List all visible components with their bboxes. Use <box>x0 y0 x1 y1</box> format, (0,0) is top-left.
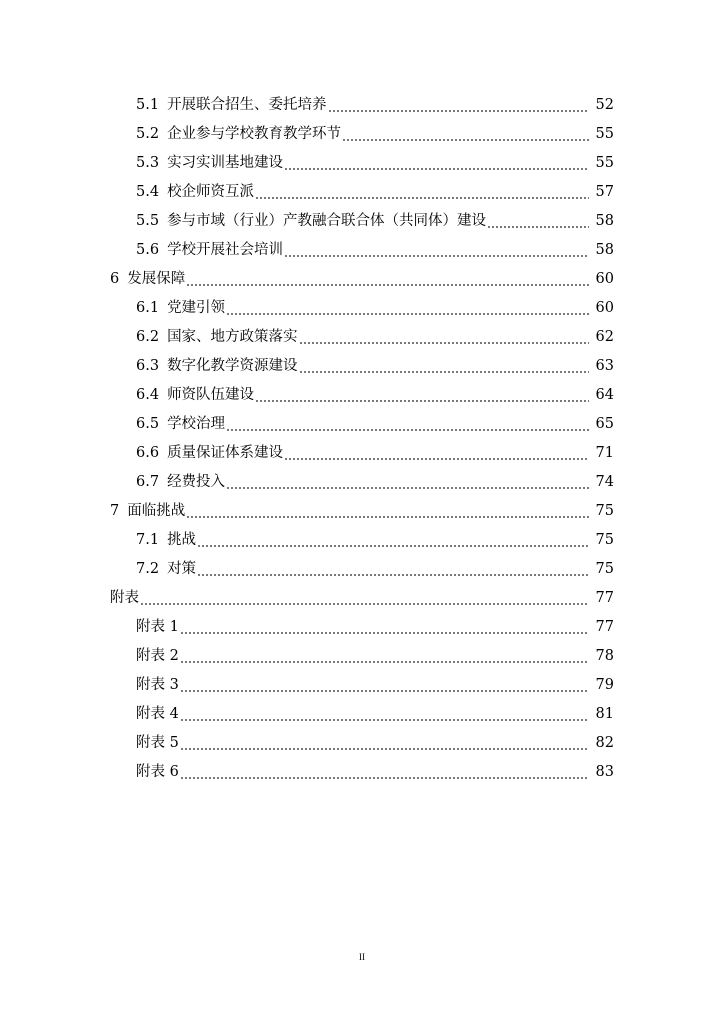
toc-entry-title: 学校治理 <box>167 415 226 432</box>
toc-entry-title: 数字化教学资源建设 <box>167 357 298 374</box>
toc-entry[interactable] <box>0 235 724 264</box>
toc-entry-number: 6.3 <box>136 357 160 374</box>
toc-entry-title: 附表 5 <box>136 734 179 751</box>
toc-entry-title: 党建引领 <box>167 299 226 316</box>
toc-entry-number: 5.1 <box>136 96 160 113</box>
toc-entry-number: 6 <box>110 270 120 287</box>
toc-entry-page-number: 60 <box>595 299 614 316</box>
toc-entry[interactable] <box>0 119 724 148</box>
toc-entry[interactable] <box>0 380 724 409</box>
toc-entry-page-number: 65 <box>595 415 614 432</box>
toc-entry-page-number: 60 <box>595 270 614 287</box>
dot-leader <box>180 704 589 724</box>
toc-entry[interactable] <box>0 496 724 525</box>
table-of-contents <box>0 90 724 786</box>
toc-entry-page-number: 82 <box>595 734 614 751</box>
toc-entry-number: 7 <box>110 502 120 519</box>
toc-entry[interactable] <box>0 264 724 293</box>
toc-entry[interactable] <box>0 90 724 119</box>
page-footer-number: II <box>359 952 365 962</box>
toc-entry-title: 学校开展社会培训 <box>167 241 284 258</box>
toc-entry[interactable] <box>0 409 724 438</box>
toc-entry-title: 面临挑战 <box>127 502 186 519</box>
dot-leader <box>140 588 589 608</box>
toc-entry[interactable] <box>0 525 724 554</box>
toc-entry-title: 质量保证体系建设 <box>167 444 284 461</box>
dot-leader <box>180 762 589 782</box>
dot-leader <box>197 559 589 579</box>
dot-leader <box>284 153 589 173</box>
toc-entry-title: 参与市域（行业）产教融合联合体（共同体）建设 <box>167 212 487 229</box>
toc-entry-page-number: 62 <box>595 328 614 345</box>
dot-leader <box>255 385 589 405</box>
toc-entry-page-number: 71 <box>595 444 614 461</box>
toc-entry-number: 7.1 <box>136 531 160 548</box>
toc-entry-page-number: 55 <box>595 125 614 142</box>
toc-entry[interactable] <box>0 757 724 786</box>
toc-entry[interactable] <box>0 467 724 496</box>
toc-entry-page-number: 64 <box>595 386 614 403</box>
toc-entry-title: 师资队伍建设 <box>167 386 255 403</box>
toc-entry-page-number: 57 <box>595 183 614 200</box>
dot-leader <box>186 269 589 289</box>
toc-entry-page-number: 81 <box>595 705 614 722</box>
toc-entry[interactable] <box>0 554 724 583</box>
toc-entry-title: 附表 2 <box>136 647 179 664</box>
dot-leader <box>299 327 589 347</box>
dot-leader <box>299 356 589 376</box>
toc-entry-number: 5.6 <box>136 241 160 258</box>
dot-leader <box>180 675 589 695</box>
toc-entry-title: 企业参与学校教育教学环节 <box>167 125 342 142</box>
dot-leader <box>342 124 589 144</box>
toc-entry-title: 附表 4 <box>136 705 179 722</box>
toc-entry[interactable] <box>0 699 724 728</box>
toc-entry-page-number: 83 <box>595 763 614 780</box>
toc-entry-title: 经费投入 <box>167 473 226 490</box>
toc-entry[interactable] <box>0 728 724 757</box>
toc-entry-page-number: 75 <box>595 502 614 519</box>
toc-entry-page-number: 63 <box>595 357 614 374</box>
toc-entry-number: 5.3 <box>136 154 160 171</box>
toc-entry-page-number: 79 <box>595 676 614 693</box>
toc-entry-number: 6.6 <box>136 444 160 461</box>
toc-entry-title: 发展保障 <box>127 270 186 287</box>
toc-entry[interactable] <box>0 293 724 322</box>
toc-entry-page-number: 52 <box>595 96 614 113</box>
toc-entry-title: 国家、地方政策落实 <box>167 328 298 345</box>
toc-entry-page-number: 77 <box>595 618 614 635</box>
toc-entry[interactable] <box>0 583 724 612</box>
dot-leader <box>226 298 589 318</box>
toc-entry-page-number: 77 <box>595 589 614 606</box>
toc-entry-number: 6.7 <box>136 473 160 490</box>
toc-entry-number: 6.4 <box>136 386 160 403</box>
toc-entry-title: 附表 6 <box>136 763 179 780</box>
toc-entry[interactable] <box>0 206 724 235</box>
toc-entry-number: 5.5 <box>136 212 160 229</box>
toc-entry-number: 5.2 <box>136 125 160 142</box>
toc-entry[interactable] <box>0 148 724 177</box>
dot-leader <box>255 182 589 202</box>
toc-entry-title: 对策 <box>167 560 197 577</box>
toc-entry-title: 实习实训基地建设 <box>167 154 284 171</box>
toc-entry-number: 6.5 <box>136 415 160 432</box>
toc-entry[interactable] <box>0 322 724 351</box>
toc-entry[interactable] <box>0 670 724 699</box>
toc-entry-page-number: 58 <box>595 241 614 258</box>
dot-leader <box>180 646 589 666</box>
toc-entry-number: 6.1 <box>136 299 160 316</box>
toc-entry[interactable] <box>0 612 724 641</box>
dot-leader <box>487 211 589 231</box>
toc-entry-title: 开展联合招生、委托培养 <box>167 96 327 113</box>
toc-entry-page-number: 75 <box>595 531 614 548</box>
toc-entry-title: 附表 3 <box>136 676 179 693</box>
dot-leader <box>186 501 589 521</box>
dot-leader <box>180 617 589 637</box>
toc-entry-title: 挑战 <box>167 531 197 548</box>
dot-leader <box>197 530 589 550</box>
toc-entry-page-number: 75 <box>595 560 614 577</box>
toc-entry-page-number: 55 <box>595 154 614 171</box>
toc-entry-number: 6.2 <box>136 328 160 345</box>
dot-leader <box>226 414 589 434</box>
toc-entry-title: 附表 <box>110 589 139 606</box>
dot-leader <box>284 240 589 260</box>
dot-leader <box>226 472 589 492</box>
toc-entry-number: 5.4 <box>136 183 160 200</box>
toc-entry-page-number: 78 <box>595 647 614 664</box>
dot-leader <box>328 95 589 115</box>
toc-entry[interactable] <box>0 177 724 206</box>
dot-leader <box>284 443 589 463</box>
toc-entry-page-number: 74 <box>595 473 614 490</box>
toc-entry-title: 校企师资互派 <box>167 183 255 200</box>
toc-entry-title: 附表 1 <box>136 618 179 635</box>
toc-entry-number: 7.2 <box>136 560 160 577</box>
toc-entry-page-number: 58 <box>595 212 614 229</box>
toc-entry[interactable] <box>0 438 724 467</box>
toc-entry[interactable] <box>0 641 724 670</box>
dot-leader <box>180 733 589 753</box>
toc-entry[interactable] <box>0 351 724 380</box>
